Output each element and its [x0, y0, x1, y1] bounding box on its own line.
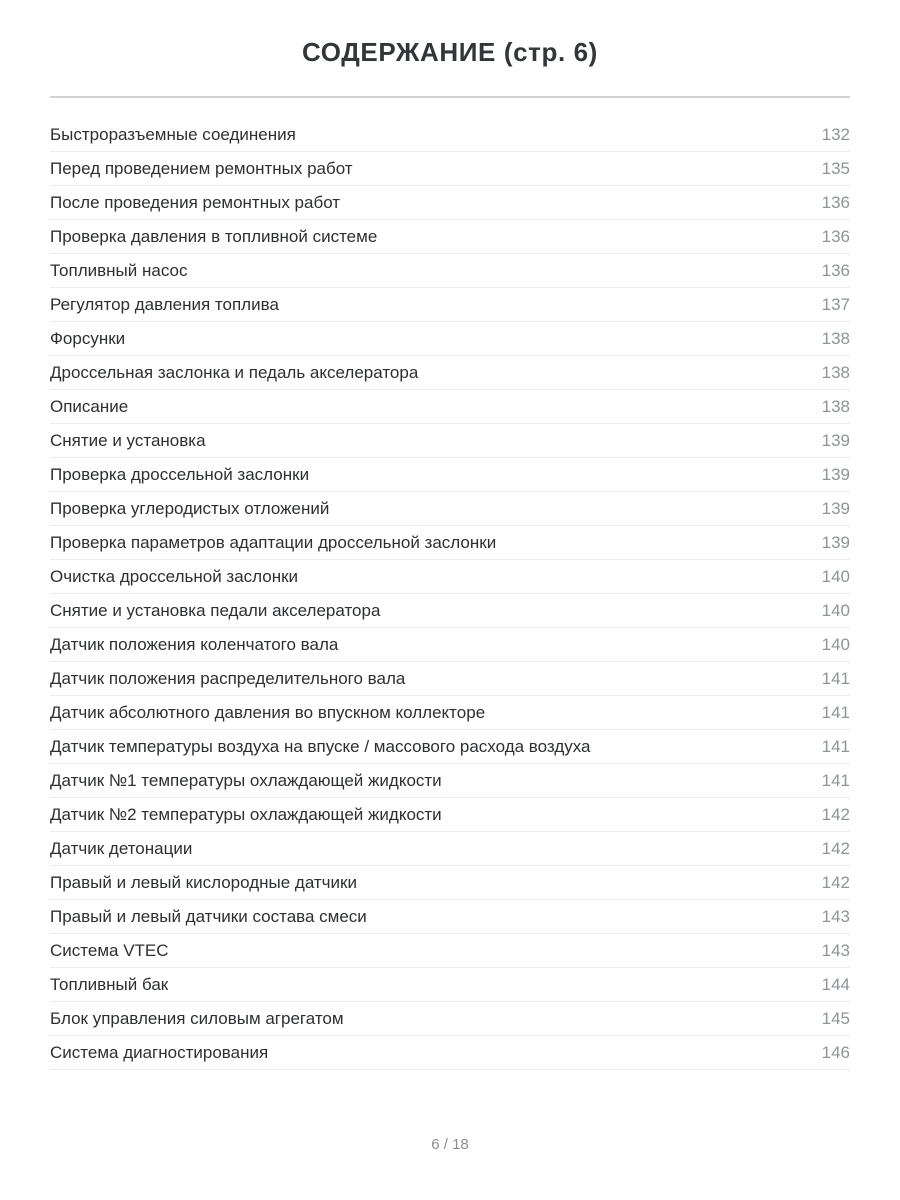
toc-item-label: Система VTEC: [50, 940, 169, 960]
toc-item: [50, 662, 850, 696]
page-number-indicator: 6 / 18: [431, 1136, 469, 1153]
toc-item-page: 141: [821, 668, 850, 688]
toc-item-page: 140: [821, 634, 850, 654]
toc-item: [50, 118, 850, 152]
toc-item: [50, 866, 850, 900]
toc-item-page: 141: [821, 770, 850, 790]
toc-item-label: Проверка углеродистых отложений: [50, 498, 330, 518]
toc-item-page: 139: [821, 464, 850, 484]
toc-item: [50, 288, 850, 322]
toc-item-page: 141: [821, 736, 850, 756]
toc-item-label: Регулятор давления топлива: [50, 294, 279, 314]
toc-item-page: 139: [821, 532, 850, 552]
toc-item: [50, 832, 850, 866]
toc-item: [50, 594, 850, 628]
toc-item: [50, 254, 850, 288]
toc-item: [50, 696, 850, 730]
toc-item: [50, 730, 850, 764]
toc-item: [50, 1036, 850, 1070]
toc-item-label: Проверка давления в топливной системе: [50, 226, 378, 246]
toc-item-page: 137: [821, 294, 850, 314]
toc-item: [50, 458, 850, 492]
toc-item-page: 140: [821, 600, 850, 620]
toc-item-label: Датчик №2 температуры охлаждающей жидкости: [50, 804, 442, 824]
toc-item-label: После проведения ремонтных работ: [50, 192, 341, 212]
toc-item: [50, 968, 850, 1002]
toc-item-page: 142: [821, 804, 850, 824]
toc-item-label: Датчик детонации: [50, 838, 193, 858]
toc-item-page: 143: [821, 906, 850, 926]
toc-item: [50, 220, 850, 254]
toc-item-page: 136: [821, 192, 850, 212]
toc-item: [50, 764, 850, 798]
toc-item-label: Датчик положения коленчатого вала: [50, 634, 339, 654]
toc-item-page: 144: [821, 974, 850, 994]
toc-item: [50, 390, 850, 424]
toc-item: [50, 934, 850, 968]
toc-item-page: 143: [821, 940, 850, 960]
toc-item-page: 132: [821, 124, 850, 144]
toc-item-label: Перед проведением ремонтных работ: [50, 158, 353, 178]
toc-list: [50, 118, 850, 1070]
toc-item-page: 135: [821, 158, 850, 178]
toc-item-label: Датчик положения распределительного вала: [50, 668, 406, 688]
toc-item-label: Снятие и установка педали акселератора: [50, 600, 381, 620]
toc-item-label: Очистка дроссельной заслонки: [50, 566, 299, 586]
toc-item: [50, 798, 850, 832]
toc-item-page: 139: [821, 498, 850, 518]
toc-item-label: Топливный насос: [50, 260, 188, 280]
toc-item-label: Датчик №1 температуры охлаждающей жидкости: [50, 770, 442, 790]
toc-item-page: 138: [821, 362, 850, 382]
toc-item-label: Быстроразъемные соединения: [50, 124, 296, 144]
toc-item-label: Правый и левый датчики состава смеси: [50, 906, 367, 926]
toc-item: [50, 152, 850, 186]
toc-item: [50, 322, 850, 356]
toc-item: [50, 900, 850, 934]
toc-item-page: 142: [821, 838, 850, 858]
toc-item-label: Блок управления силовым агрегатом: [50, 1008, 344, 1028]
toc-item: [50, 424, 850, 458]
title-divider: [50, 96, 850, 98]
toc-item: [50, 1002, 850, 1036]
toc-item-page: 145: [821, 1008, 850, 1028]
toc-item-page: 146: [821, 1042, 850, 1062]
toc-item-page: 140: [821, 566, 850, 586]
toc-item-label: Система диагностирования: [50, 1042, 269, 1062]
page-footer: [0, 1136, 900, 1154]
toc-item-label: Дроссельная заслонка и педаль акселератора: [50, 362, 419, 382]
toc-item-label: Снятие и установка: [50, 430, 206, 450]
toc-item-label: Правый и левый кислородные датчики: [50, 872, 357, 892]
toc-item-page: 142: [821, 872, 850, 892]
toc-item-label: Датчик температуры воздуха на впуске / массового расхода воздуха: [50, 736, 591, 756]
toc-item-page: 138: [821, 328, 850, 348]
toc-item-label: Топливный бак: [50, 974, 169, 994]
toc-item-page: 136: [821, 226, 850, 246]
page-title: СОДЕРЖАНИЕ (стр. 6): [302, 37, 598, 67]
toc-item-label: Форсунки: [50, 328, 126, 348]
toc-item: [50, 492, 850, 526]
toc-item: [50, 628, 850, 662]
toc-item: [50, 356, 850, 390]
toc-item-page: 141: [821, 702, 850, 722]
toc-item-page: 136: [821, 260, 850, 280]
toc-item-label: Проверка параметров адаптации дроссельной заслонки: [50, 532, 497, 552]
toc-item: [50, 526, 850, 560]
toc-item-label: Описание: [50, 396, 129, 416]
toc-item-page: 139: [821, 430, 850, 450]
toc-item-label: Датчик абсолютного давления во впускном коллекторе: [50, 702, 486, 722]
toc-item-page: 138: [821, 396, 850, 416]
toc-item: [50, 560, 850, 594]
toc-item: [50, 186, 850, 220]
toc-item-label: Проверка дроссельной заслонки: [50, 464, 310, 484]
